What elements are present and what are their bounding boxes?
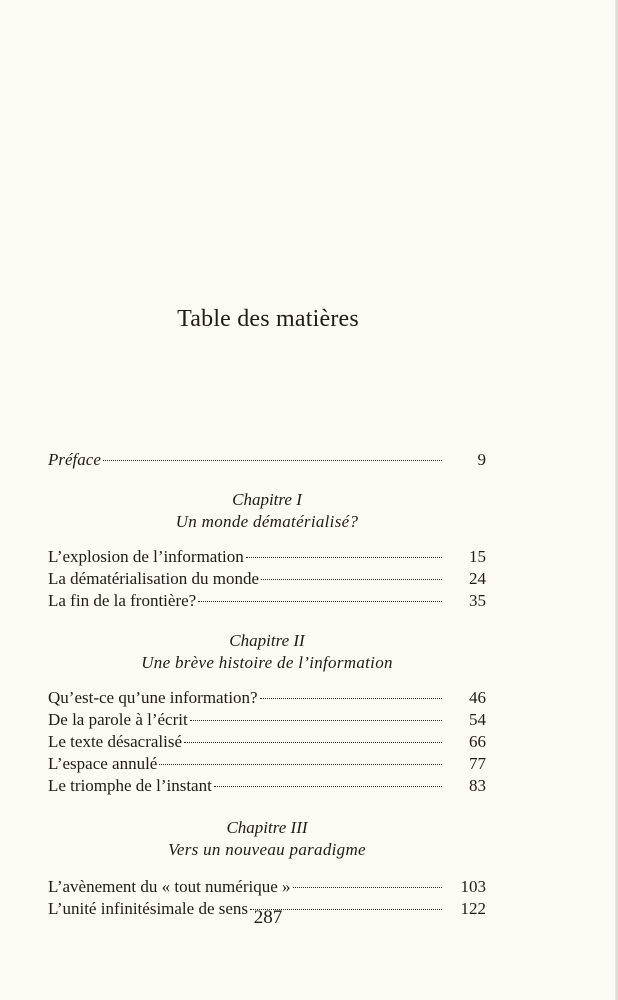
toc-entry-page: 24 <box>469 569 486 588</box>
page-title: Table des matières <box>177 306 359 332</box>
toc-entry-label: L’unité infinitésimale de sens <box>48 899 249 918</box>
dot-leader <box>293 887 442 888</box>
page-number: 287 <box>253 907 283 928</box>
toc-entry-label: L’espace annulé <box>48 754 158 773</box>
dot-leader <box>184 742 442 743</box>
toc-entry-preface[interactable] <box>48 449 486 471</box>
toc-entry-page: 15 <box>469 547 486 566</box>
chapter-heading-2 <box>48 630 486 674</box>
toc-entry-page: 9 <box>477 450 486 469</box>
dot-leader <box>261 579 442 580</box>
toc-entry-page: 83 <box>469 776 486 795</box>
toc-entry-label: De la parole à l’écrit <box>48 710 188 729</box>
chapter-subtitle: Vers un nouveau paradigme <box>168 840 366 859</box>
toc-entry[interactable] <box>48 687 486 709</box>
chapter-heading-3 <box>48 817 486 861</box>
toc-entry-label: L’avènement du « tout numérique » <box>48 877 291 896</box>
chapter-number: Chapitre II <box>229 631 305 650</box>
chapter-number: Chapitre I <box>232 490 302 509</box>
toc-entry-page: 46 <box>469 688 486 707</box>
dot-leader <box>198 601 442 602</box>
chapter-subtitle: Un monde dématérialisé? <box>175 512 359 531</box>
toc-entry-label: La fin de la frontière? <box>48 591 197 610</box>
toc-entry-label: La dématérialisation du monde <box>48 569 260 588</box>
toc-entry-label: L’explosion de l’information <box>48 547 244 566</box>
toc-entry-label: Qu’est-ce qu’une information? <box>48 688 258 707</box>
toc-entry[interactable] <box>48 709 486 731</box>
toc-entry-label: Le texte désacralisé <box>48 732 183 751</box>
chapter-subtitle: Une brève histoire de l’information <box>141 653 393 672</box>
toc-entry[interactable] <box>48 753 486 775</box>
dot-leader <box>190 720 442 721</box>
toc-entry-page: 66 <box>469 732 486 751</box>
toc-entry[interactable] <box>48 876 486 898</box>
chapter-number: Chapitre III <box>226 818 308 837</box>
toc-entry-page: 35 <box>469 591 486 610</box>
dot-leader <box>246 557 442 558</box>
table-of-contents <box>48 447 486 920</box>
toc-entry[interactable] <box>48 546 486 568</box>
toc-entry[interactable] <box>48 590 486 612</box>
toc-entry-label: Préface <box>48 450 101 469</box>
toc-entry-page: 77 <box>469 754 486 773</box>
dot-leader <box>103 460 442 461</box>
dot-leader <box>214 786 442 787</box>
toc-entry[interactable] <box>48 775 486 797</box>
dot-leader <box>159 764 442 765</box>
chapter-heading-1 <box>48 489 486 533</box>
toc-entry-label: Le triomphe de l’instant <box>48 776 212 795</box>
toc-entry-page: 54 <box>469 710 486 729</box>
toc-entry[interactable] <box>48 568 486 590</box>
toc-entry-page: 122 <box>460 899 486 918</box>
dot-leader <box>260 698 442 699</box>
toc-entry[interactable] <box>48 731 486 753</box>
toc-entry-page: 103 <box>460 877 486 896</box>
